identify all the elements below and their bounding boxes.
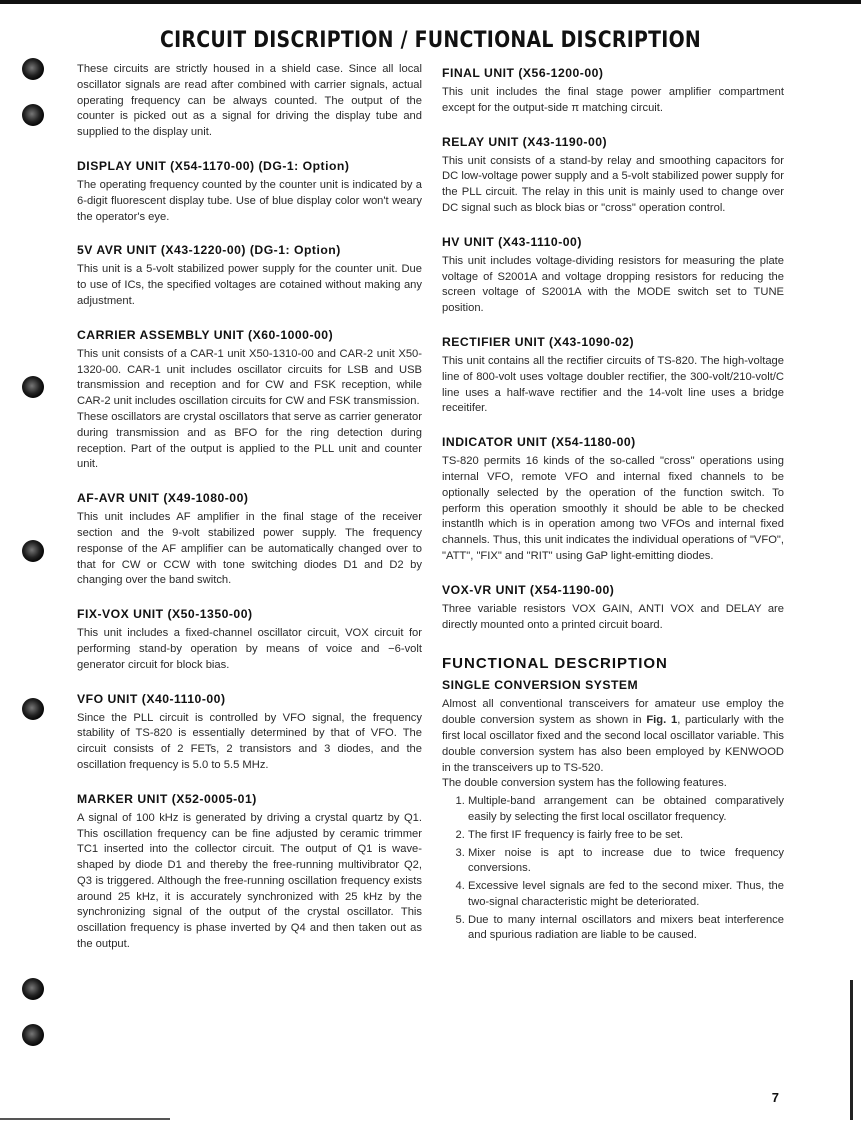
binder-hole-icon	[22, 698, 44, 720]
figure-reference: Fig. 1	[646, 714, 678, 727]
section-heading: VFO UNIT (X40-1110-00)	[77, 691, 226, 706]
section-heading: CARRIER ASSEMBLY UNIT (X60-1000-00)	[77, 327, 334, 342]
section-text: Since the PLL circuit is controlled by VFO signal, the frequency stability of TS-820 is essentially determined by that of VFO. The circuit consists of 2 FETs, 2 transistors and 3 diodes, and the oscillation frequency is 5.0 to 5.5 MHz.	[77, 711, 422, 771]
section-text: This unit consists of a CAR-1 unit X50-1310-00 and CAR-2 unit X50-1320-00. CAR-1 unit includes oscillator circuits for LSB and USB transmission and reception and for CW and FSK reception, while CAR-2 unit includes oscillation circuits for CW and FSK transmission.	[77, 347, 422, 408]
page-title: CIRCUIT DISCRIPTION / FUNCTIONAL DISCRIPTION	[159, 28, 702, 53]
section-heading: AF-AVR UNIT (X49-1080-00)	[77, 491, 249, 506]
section-text: This unit is a 5-volt stabilized power supply for the counter unit. Due to use of ICs, the specified voltages are cotained without making any adjustment.	[77, 263, 422, 307]
scan-bottom-line	[0, 1118, 170, 1120]
section-heading: DISPLAY UNIT (X54-1170-00) (DG-1: Option)	[77, 158, 350, 173]
section-heading: RECTIFIER UNIT (X43-1090-02)	[442, 334, 635, 349]
section-text: This unit includes the final stage power amplifier compartment except for the output-side π matching circuit.	[442, 86, 784, 114]
section-text: TS-820 permits 16 kinds of the so-called "cross" operations using internal VFO, remote VFO and internal fixed channels to be optionally selected by the operation of the function switch. To perform this operation smoothly it should be able to be checked instantlh which is in operation among two VFOs and internal fixed channels. Thus, this unit indicates the individual operations of "VFO", "ATT", "FIX" and "RIT" using GaP light-emitting diodes.	[442, 455, 784, 562]
section-text: Three variable resistors VOX GAIN, ANTI VOX and DELAY are directly mounted onto a printed circuit board.	[442, 602, 784, 631]
left-column	[77, 62, 422, 953]
list-item: 5. Due to many internal oscillators and mixers beat interference and spurious radiation are liable to be caused.	[468, 913, 784, 945]
right-column	[442, 62, 784, 946]
section-text: This unit contains all the rectifier circuits of TS-820. The high-voltage line of 800-volt uses voltage doubler rectifier, the 300-volt/210-volt/C line uses a half-wave rectifier and the 14-volt line uses a bridge receitifer.	[442, 354, 784, 415]
section-heading: MARKER UNIT (X52-0005-01)	[77, 791, 257, 806]
text-run: Almost all conventional transceivers for amateur use employ the double conversion system as shown in	[442, 698, 784, 727]
scan-edge-line	[850, 980, 853, 1120]
section-text	[442, 697, 784, 776]
top-border	[0, 0, 861, 4]
binder-hole-icon	[22, 1024, 44, 1046]
section-heading: RELAY UNIT (X43-1190-00)	[442, 134, 608, 149]
section-heading: FINAL UNIT (X56-1200-00)	[442, 66, 604, 80]
section-heading: VOX-VR UNIT (X54-1190-00)	[442, 582, 615, 597]
features-list	[442, 794, 784, 944]
page-number: 7	[771, 1090, 779, 1105]
binder-hole-icon	[22, 376, 44, 398]
section-text: A signal of 100 kHz is generated by driving a crystal quartz by Q1. This oscillation frequency can be fine adjusted by ceramic trimmer TC1 inserted into the collector circuit. The output of Q1 is wave-shaped by diode D1 and thereby the free-running multivibrator Q2, Q3 is triggered. Although the free-running oscillation frequency exists around 25 kHz, it is accurately synchronized with 25 kHz by the synchronizing signal of the output of the crystal oscillator. This oscillation frequency is phase inverted by Q4 and then taken out as the output.	[77, 811, 422, 951]
section-heading: SINGLE CONVERSION SYSTEM	[442, 678, 639, 693]
list-item: 2. The first IF frequency is fairly free to be set.	[468, 828, 784, 844]
binder-hole-icon	[22, 978, 44, 1000]
intro-paragraph: These circuits are strictly housed in a shield case. Since all local oscillator signals are read after combined with carrier signals, actual operating frequency can be always counted. The output of the counter is picked out as a signal for driving the display tube and supplied to the display unit.	[77, 63, 422, 139]
binder-hole-icon	[22, 540, 44, 562]
list-item: 3. Mixer noise is apt to increase due to twice frequency conversions.	[468, 846, 784, 878]
text-run: , particularly with the first local oscillator fixed and the second local oscillator variable. This double conversion system has also been employed by KENWOOD in the transceivers up to TS-520.	[442, 714, 785, 774]
list-item: 1. Multiple-band arrangement can be obtained comparatively easily by selecting the first local oscillator frequency.	[468, 794, 784, 826]
section-heading: INDICATOR UNIT (X54-1180-00)	[442, 435, 636, 450]
section-text: This unit consists of a stand-by relay and smoothing capacitors for DC low-voltage power supply and a 5-volt stabilized power supply for the PLL circuit. The relay in this unit is mainly used to change over DC signal such as block bias or "cross" operation control.	[442, 154, 784, 214]
section-text: This unit includes voltage-dividing resistors for measuring the plate voltage of S2001A and voltage dropping resistors for reducing the screen voltage of S2001A with the MODE switch set to TUNE position.	[442, 254, 784, 315]
list-item: 4. Excessive level signals are fed to the second mixer. Thus, the two-signal characteristic might be deteriorated.	[468, 879, 784, 911]
section-text: The double conversion system has the following features.	[442, 777, 727, 790]
section-heading: 5V AVR UNIT (X43-1220-00) (DG-1: Option)	[77, 243, 341, 258]
section-text: These oscillators are crystal oscillators that serve as carrier generator during transmission and as BFO for the ring detection during reception. Part of the output is applied to the PLL unit and counter unit.	[77, 410, 422, 471]
section-heading: FIX-VOX UNIT (X50-1350-00)	[77, 607, 253, 622]
functional-description-heading: FUNCTIONAL DESCRIPTION	[442, 655, 668, 673]
section-heading: HV UNIT (X43-1110-00)	[442, 234, 582, 249]
section-text: This unit includes AF amplifier in the final stage of the receiver section and the 9-volt stabilized power supply. The frequency response of the AF amplifier can be automatically changed over to that for CW or CCW with tone switching diodes D1 and D2 by changing over the band switch.	[77, 511, 422, 587]
section-text: The operating frequency counted by the counter unit is indicated by a 6-digit fluorescent display tube. Use of blue display color won't weary the operator's eye.	[77, 178, 422, 223]
section-text: This unit includes a fixed-channel oscillator circuit, VOX circuit for performing stand-by operation by means of voice and −6-volt generator circuit for block bias.	[77, 627, 422, 671]
binder-hole-icon	[22, 58, 44, 80]
binder-hole-icon	[22, 104, 44, 126]
